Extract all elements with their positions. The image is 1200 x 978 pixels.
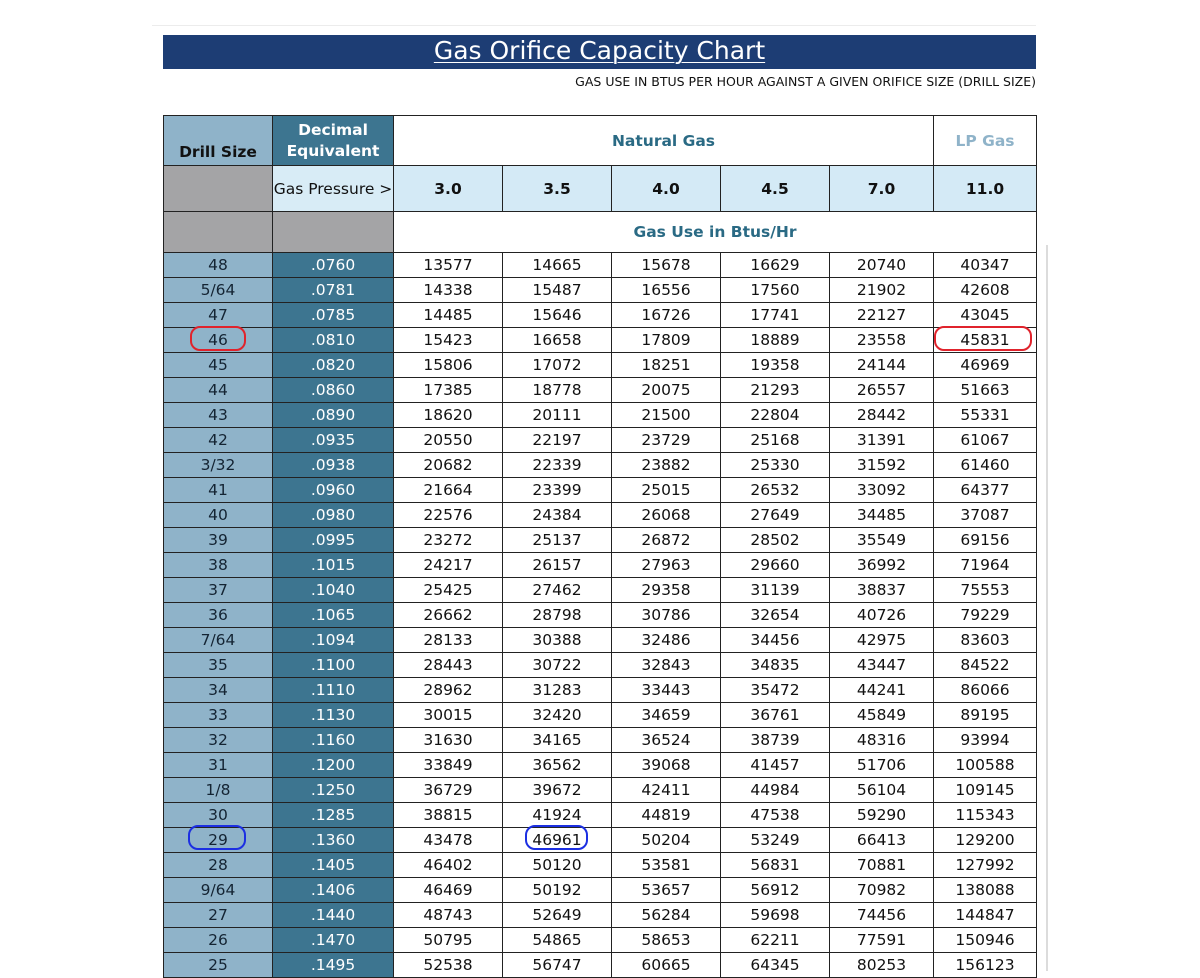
- btu-value-cell: 17560: [721, 278, 830, 303]
- table-row: [164, 578, 1037, 603]
- drill-size-cell: 7/64: [164, 628, 273, 653]
- btu-value-cell: 40726: [830, 603, 934, 628]
- decimal-equivalent-cell: .1250: [273, 778, 394, 803]
- btu-value-cell: 21902: [830, 278, 934, 303]
- gas-pressure-label: Gas Pressure >: [273, 166, 394, 212]
- decimal-equivalent-cell: .1285: [273, 803, 394, 828]
- header-filler-cell: [164, 166, 273, 212]
- btu-value-cell: 26157: [503, 553, 612, 578]
- btu-value-cell: 20682: [394, 453, 503, 478]
- btu-value-cell: 115343: [934, 803, 1037, 828]
- btu-value-cell: 22197: [503, 428, 612, 453]
- decimal-equivalent-cell: .0995: [273, 528, 394, 553]
- decimal-equivalent-cell: .1406: [273, 878, 394, 903]
- btu-value-cell: 32843: [612, 653, 721, 678]
- btu-value-cell: 39672: [503, 778, 612, 803]
- btu-value-cell: 28442: [830, 403, 934, 428]
- drill-size-cell: 9/64: [164, 878, 273, 903]
- top-divider: [152, 25, 1036, 26]
- btu-value-cell: 36562: [503, 753, 612, 778]
- lp-gas-header: LP Gas: [934, 116, 1037, 166]
- decimal-equivalent-cell: .1470: [273, 928, 394, 953]
- btu-value-cell: 21500: [612, 403, 721, 428]
- btu-value-cell: 70982: [830, 878, 934, 903]
- btu-value-cell: 56104: [830, 778, 934, 803]
- btu-value-cell: 56747: [503, 953, 612, 978]
- btu-value-cell: 28502: [721, 528, 830, 553]
- pressure-4-0: 4.0: [612, 166, 721, 212]
- btu-value-cell: 29660: [721, 553, 830, 578]
- btu-value-cell: 56912: [721, 878, 830, 903]
- btu-value-cell: 41924: [503, 803, 612, 828]
- btu-value-cell: 80253: [830, 953, 934, 978]
- btu-value-cell: 77591: [830, 928, 934, 953]
- btu-value-cell: 42608: [934, 278, 1037, 303]
- btu-value-cell: 51706: [830, 753, 934, 778]
- drill-size-cell: 38: [164, 553, 273, 578]
- btu-value-cell: 43478: [394, 828, 503, 853]
- decimal-equivalent-cell: .0935: [273, 428, 394, 453]
- btu-value-cell: 16556: [612, 278, 721, 303]
- btu-value-cell: 156123: [934, 953, 1037, 978]
- btu-value-cell: 25168: [721, 428, 830, 453]
- btu-value-cell: 26872: [612, 528, 721, 553]
- btu-value-cell: 15487: [503, 278, 612, 303]
- drill-size-cell: 28: [164, 853, 273, 878]
- table-row: [164, 803, 1037, 828]
- btu-value-cell: 16726: [612, 303, 721, 328]
- btu-value-cell: 83603: [934, 628, 1037, 653]
- table-row: [164, 653, 1037, 678]
- table-row: [164, 603, 1037, 628]
- btu-value-cell: 64377: [934, 478, 1037, 503]
- btu-value-cell: 17741: [721, 303, 830, 328]
- btu-value-cell: 46969: [934, 353, 1037, 378]
- drill-size-cell: 5/64: [164, 278, 273, 303]
- btu-value-cell: 14485: [394, 303, 503, 328]
- btu-value-cell: 19358: [721, 353, 830, 378]
- decimal-equivalent-cell: .0860: [273, 378, 394, 403]
- btu-value-cell: 22127: [830, 303, 934, 328]
- header-filler-cell: [273, 212, 394, 253]
- btu-value-cell: 27963: [612, 553, 721, 578]
- table-row: [164, 528, 1037, 553]
- btu-value-cell: 27649: [721, 503, 830, 528]
- btu-value-cell: 14665: [503, 253, 612, 278]
- btu-value-cell: 59290: [830, 803, 934, 828]
- highlight-circle-drill-29: [188, 825, 246, 850]
- btu-value-cell: 22804: [721, 403, 830, 428]
- btu-value-cell: 52649: [503, 903, 612, 928]
- drill-size-cell: 36: [164, 603, 273, 628]
- table-row: [164, 753, 1037, 778]
- btu-value-cell: 23558: [830, 328, 934, 353]
- btu-value-cell: 18251: [612, 353, 721, 378]
- table-row: [164, 453, 1037, 478]
- btu-value-cell: 21293: [721, 378, 830, 403]
- drill-size-cell: 39: [164, 528, 273, 553]
- decimal-equivalent-cell: .0980: [273, 503, 394, 528]
- btu-value-cell: 34835: [721, 653, 830, 678]
- btu-value-cell: 30722: [503, 653, 612, 678]
- btu-value-cell: 23399: [503, 478, 612, 503]
- header-filler-cell: [164, 212, 273, 253]
- btu-value-cell: 38739: [721, 728, 830, 753]
- btu-value-cell: 44984: [721, 778, 830, 803]
- btu-value-cell: 38837: [830, 578, 934, 603]
- btu-value-cell: 26068: [612, 503, 721, 528]
- btu-value-cell: 31630: [394, 728, 503, 753]
- btu-value-cell: 129200: [934, 828, 1037, 853]
- decimal-equivalent-cell: .0785: [273, 303, 394, 328]
- btu-value-cell: 26662: [394, 603, 503, 628]
- btu-value-cell: 22576: [394, 503, 503, 528]
- title-bar: [163, 35, 1036, 69]
- btu-value-cell: 36729: [394, 778, 503, 803]
- btu-value-cell: 71964: [934, 553, 1037, 578]
- btu-value-cell: 15646: [503, 303, 612, 328]
- btu-value-cell: 25330: [721, 453, 830, 478]
- btu-value-cell: 38815: [394, 803, 503, 828]
- drill-size-cell: 32: [164, 728, 273, 753]
- decimal-equivalent-cell: .1495: [273, 953, 394, 978]
- decimal-equivalent-cell: .1094: [273, 628, 394, 653]
- btu-value-cell: 31139: [721, 578, 830, 603]
- btu-value-cell: 42411: [612, 778, 721, 803]
- btu-value-cell: 55331: [934, 403, 1037, 428]
- btu-value-cell: 18778: [503, 378, 612, 403]
- btu-value-cell: 42975: [830, 628, 934, 653]
- btu-value-cell: 24384: [503, 503, 612, 528]
- decimal-equivalent-cell: .1100: [273, 653, 394, 678]
- btu-value-cell: 30786: [612, 603, 721, 628]
- table-row: [164, 403, 1037, 428]
- natural-gas-header: Natural Gas: [394, 116, 934, 166]
- btu-value-cell: 37087: [934, 503, 1037, 528]
- btu-value-cell: 32420: [503, 703, 612, 728]
- table-row: [164, 903, 1037, 928]
- btu-value-cell: 25137: [503, 528, 612, 553]
- pressure-7-0: 7.0: [830, 166, 934, 212]
- btu-value-cell: 34485: [830, 503, 934, 528]
- btu-value-cell: 70881: [830, 853, 934, 878]
- btu-value-cell: 34165: [503, 728, 612, 753]
- btu-value-cell: 53657: [612, 878, 721, 903]
- btu-value-cell: 58653: [612, 928, 721, 953]
- btu-value-cell: 17385: [394, 378, 503, 403]
- btu-value-cell: 50795: [394, 928, 503, 953]
- drill-size-cell: 29: [164, 828, 273, 853]
- btu-value-cell: 15423: [394, 328, 503, 353]
- btu-value-cell: 30388: [503, 628, 612, 653]
- pressure-11-0: 11.0: [934, 166, 1037, 212]
- btu-value-cell: 47538: [721, 803, 830, 828]
- btu-value-cell: 26557: [830, 378, 934, 403]
- decimal-equivalent-cell: .0820: [273, 353, 394, 378]
- chart-title: Gas Orifice Capacity Chart: [433, 36, 766, 65]
- btu-value-cell: 34659: [612, 703, 721, 728]
- drill-size-cell: 34: [164, 678, 273, 703]
- table-row: [164, 778, 1037, 803]
- btu-value-cell: 14338: [394, 278, 503, 303]
- btu-value-cell: 138088: [934, 878, 1037, 903]
- drill-size-cell: 33: [164, 703, 273, 728]
- btu-value-cell: 93994: [934, 728, 1037, 753]
- decimal-equivalent-cell: .1130: [273, 703, 394, 728]
- btu-value-cell: 22339: [503, 453, 612, 478]
- btu-value-cell: 23882: [612, 453, 721, 478]
- page-edge-stroke: [1046, 245, 1048, 971]
- pressure-3-0: 3.0: [394, 166, 503, 212]
- btu-value-cell: 21664: [394, 478, 503, 503]
- btu-value-cell: 69156: [934, 528, 1037, 553]
- btu-value-cell: 54865: [503, 928, 612, 953]
- decimal-equivalent-cell: .0760: [273, 253, 394, 278]
- btu-value-cell: 60665: [612, 953, 721, 978]
- decimal-equivalent-cell: .1405: [273, 853, 394, 878]
- btu-value-cell: 25015: [612, 478, 721, 503]
- btu-value-cell: 127992: [934, 853, 1037, 878]
- btu-value-cell: 44241: [830, 678, 934, 703]
- btu-value-cell: 39068: [612, 753, 721, 778]
- btu-value-cell: 41457: [721, 753, 830, 778]
- btu-value-cell: 28133: [394, 628, 503, 653]
- decimal-equivalent-cell: .0810: [273, 328, 394, 353]
- table-row: [164, 678, 1037, 703]
- btu-value-cell: 17809: [612, 328, 721, 353]
- drill-size-cell: 37: [164, 578, 273, 603]
- btu-value-cell: 150946: [934, 928, 1037, 953]
- btu-value-cell: 29358: [612, 578, 721, 603]
- drill-size-cell: 27: [164, 903, 273, 928]
- drill-size-cell: 48: [164, 253, 273, 278]
- btu-value-cell: 50204: [612, 828, 721, 853]
- drill-size-cell: 40: [164, 503, 273, 528]
- drill-size-cell: 30: [164, 803, 273, 828]
- btu-value-cell: 109145: [934, 778, 1037, 803]
- btu-value-cell: 64345: [721, 953, 830, 978]
- decimal-equivalent-cell: .0960: [273, 478, 394, 503]
- btu-value-cell: 50120: [503, 853, 612, 878]
- btu-value-cell: 35549: [830, 528, 934, 553]
- btu-value-cell: 15678: [612, 253, 721, 278]
- table-row: [164, 628, 1037, 653]
- table-row: [164, 703, 1037, 728]
- drill-size-cell: 26: [164, 928, 273, 953]
- gas-orifice-table: [163, 115, 1037, 978]
- drill-size-cell: 35: [164, 653, 273, 678]
- drill-size-cell: 1/8: [164, 778, 273, 803]
- decimal-equivalent-cell: .1360: [273, 828, 394, 853]
- table-row: [164, 728, 1037, 753]
- btu-value-cell: 75553: [934, 578, 1037, 603]
- btu-value-cell: 32654: [721, 603, 830, 628]
- table-row: [164, 853, 1037, 878]
- btu-value-cell: 13577: [394, 253, 503, 278]
- btu-value-cell: 36761: [721, 703, 830, 728]
- btu-value-cell: 40347: [934, 253, 1037, 278]
- btu-value-cell: 53581: [612, 853, 721, 878]
- table-row: [164, 303, 1037, 328]
- btu-value-cell: 23729: [612, 428, 721, 453]
- btu-value-cell: 31592: [830, 453, 934, 478]
- btu-value-cell: 31283: [503, 678, 612, 703]
- btu-value-cell: 28798: [503, 603, 612, 628]
- drill-size-cell: 25: [164, 953, 273, 978]
- btu-value-cell: 50192: [503, 878, 612, 903]
- decimal-equivalent-cell: .1160: [273, 728, 394, 753]
- btu-value-cell: 31391: [830, 428, 934, 453]
- btu-value-cell: 48316: [830, 728, 934, 753]
- table-row: [164, 553, 1037, 578]
- btu-value-cell: 16658: [503, 328, 612, 353]
- btu-value-cell: 33092: [830, 478, 934, 503]
- btu-value-cell: 45831: [934, 328, 1037, 353]
- decimal-equivalent-cell: .0938: [273, 453, 394, 478]
- drill-size-cell: 44: [164, 378, 273, 403]
- btu-value-cell: 43447: [830, 653, 934, 678]
- btu-value-cell: 27462: [503, 578, 612, 603]
- btu-value-cell: 53249: [721, 828, 830, 853]
- btu-value-cell: 20075: [612, 378, 721, 403]
- table-row: [164, 353, 1037, 378]
- decimal-equivalent-cell: .1110: [273, 678, 394, 703]
- btu-value-cell: 59698: [721, 903, 830, 928]
- btu-value-cell: 34456: [721, 628, 830, 653]
- table-row: [164, 503, 1037, 528]
- table-row: [164, 378, 1037, 403]
- table-row: [164, 928, 1037, 953]
- btu-value-cell: 43045: [934, 303, 1037, 328]
- btu-value-cell: 66413: [830, 828, 934, 853]
- pressure-4-5: 4.5: [721, 166, 830, 212]
- btu-value-cell: 20740: [830, 253, 934, 278]
- drill-size-cell: 42: [164, 428, 273, 453]
- btu-value-cell: 20550: [394, 428, 503, 453]
- btu-value-cell: 44819: [612, 803, 721, 828]
- table-row: [164, 953, 1037, 978]
- btu-value-cell: 33443: [612, 678, 721, 703]
- btu-value-cell: 100588: [934, 753, 1037, 778]
- btu-value-cell: 36524: [612, 728, 721, 753]
- btu-value-cell: 30015: [394, 703, 503, 728]
- decimal-equivalent-cell: .0890: [273, 403, 394, 428]
- btu-value-cell: 36992: [830, 553, 934, 578]
- btu-value-cell: 46961: [503, 828, 612, 853]
- btu-value-cell: 61067: [934, 428, 1037, 453]
- highlight-circle-drill-46: [190, 326, 246, 351]
- btu-value-cell: 32486: [612, 628, 721, 653]
- btu-value-cell: 26532: [721, 478, 830, 503]
- btu-value-cell: 23272: [394, 528, 503, 553]
- table-row: [164, 253, 1037, 278]
- decimal-equivalent-cell: .1040: [273, 578, 394, 603]
- btu-value-cell: 74456: [830, 903, 934, 928]
- btu-value-cell: 18889: [721, 328, 830, 353]
- btu-value-cell: 15806: [394, 353, 503, 378]
- btu-value-cell: 62211: [721, 928, 830, 953]
- drill-size-header: Drill Size: [164, 116, 273, 166]
- decimal-equivalent-cell: .0781: [273, 278, 394, 303]
- btu-value-cell: 46469: [394, 878, 503, 903]
- btu-value-cell: 24144: [830, 353, 934, 378]
- btu-value-cell: 18620: [394, 403, 503, 428]
- btu-value-cell: 79229: [934, 603, 1037, 628]
- btu-value-cell: 33849: [394, 753, 503, 778]
- highlight-circle-lp-45831: [934, 326, 1032, 351]
- btu-value-cell: 56831: [721, 853, 830, 878]
- table-row: [164, 878, 1037, 903]
- pressure-3-5: 3.5: [503, 166, 612, 212]
- decimal-equivalent-cell: .1200: [273, 753, 394, 778]
- gas-use-header: Gas Use in Btus/Hr: [394, 212, 1037, 253]
- btu-value-cell: 17072: [503, 353, 612, 378]
- btu-value-cell: 48743: [394, 903, 503, 928]
- decimal-equivalent-cell: .1015: [273, 553, 394, 578]
- btu-value-cell: 86066: [934, 678, 1037, 703]
- decimal-equivalent-cell: .1440: [273, 903, 394, 928]
- btu-value-cell: 45849: [830, 703, 934, 728]
- btu-value-cell: 35472: [721, 678, 830, 703]
- decimal-equivalent-header: Decimal Equivalent: [273, 116, 394, 166]
- chart-subtitle: GAS USE IN BTUS PER HOUR AGAINST A GIVEN ORIFICE SIZE (DRILL SIZE): [575, 74, 1036, 89]
- btu-value-cell: 52538: [394, 953, 503, 978]
- table-row: [164, 428, 1037, 453]
- btu-value-cell: 89195: [934, 703, 1037, 728]
- btu-value-cell: 56284: [612, 903, 721, 928]
- table-row: [164, 828, 1037, 853]
- drill-size-cell: 31: [164, 753, 273, 778]
- btu-value-cell: 20111: [503, 403, 612, 428]
- table-row: [164, 278, 1037, 303]
- btu-value-cell: 84522: [934, 653, 1037, 678]
- decimal-equivalent-cell: .1065: [273, 603, 394, 628]
- drill-size-cell: 46: [164, 328, 273, 353]
- drill-size-cell: 41: [164, 478, 273, 503]
- drill-size-cell: 43: [164, 403, 273, 428]
- btu-value-cell: 16629: [721, 253, 830, 278]
- drill-size-cell: 45: [164, 353, 273, 378]
- btu-value-cell: 46402: [394, 853, 503, 878]
- drill-size-cell: 3/32: [164, 453, 273, 478]
- drill-size-cell: 47: [164, 303, 273, 328]
- btu-value-cell: 51663: [934, 378, 1037, 403]
- btu-value-cell: 28962: [394, 678, 503, 703]
- btu-value-cell: 144847: [934, 903, 1037, 928]
- table-row: [164, 478, 1037, 503]
- btu-value-cell: 61460: [934, 453, 1037, 478]
- highlight-circle-value-46961: [525, 825, 588, 850]
- table-row: [164, 328, 1037, 353]
- btu-value-cell: 24217: [394, 553, 503, 578]
- btu-value-cell: 28443: [394, 653, 503, 678]
- btu-value-cell: 25425: [394, 578, 503, 603]
